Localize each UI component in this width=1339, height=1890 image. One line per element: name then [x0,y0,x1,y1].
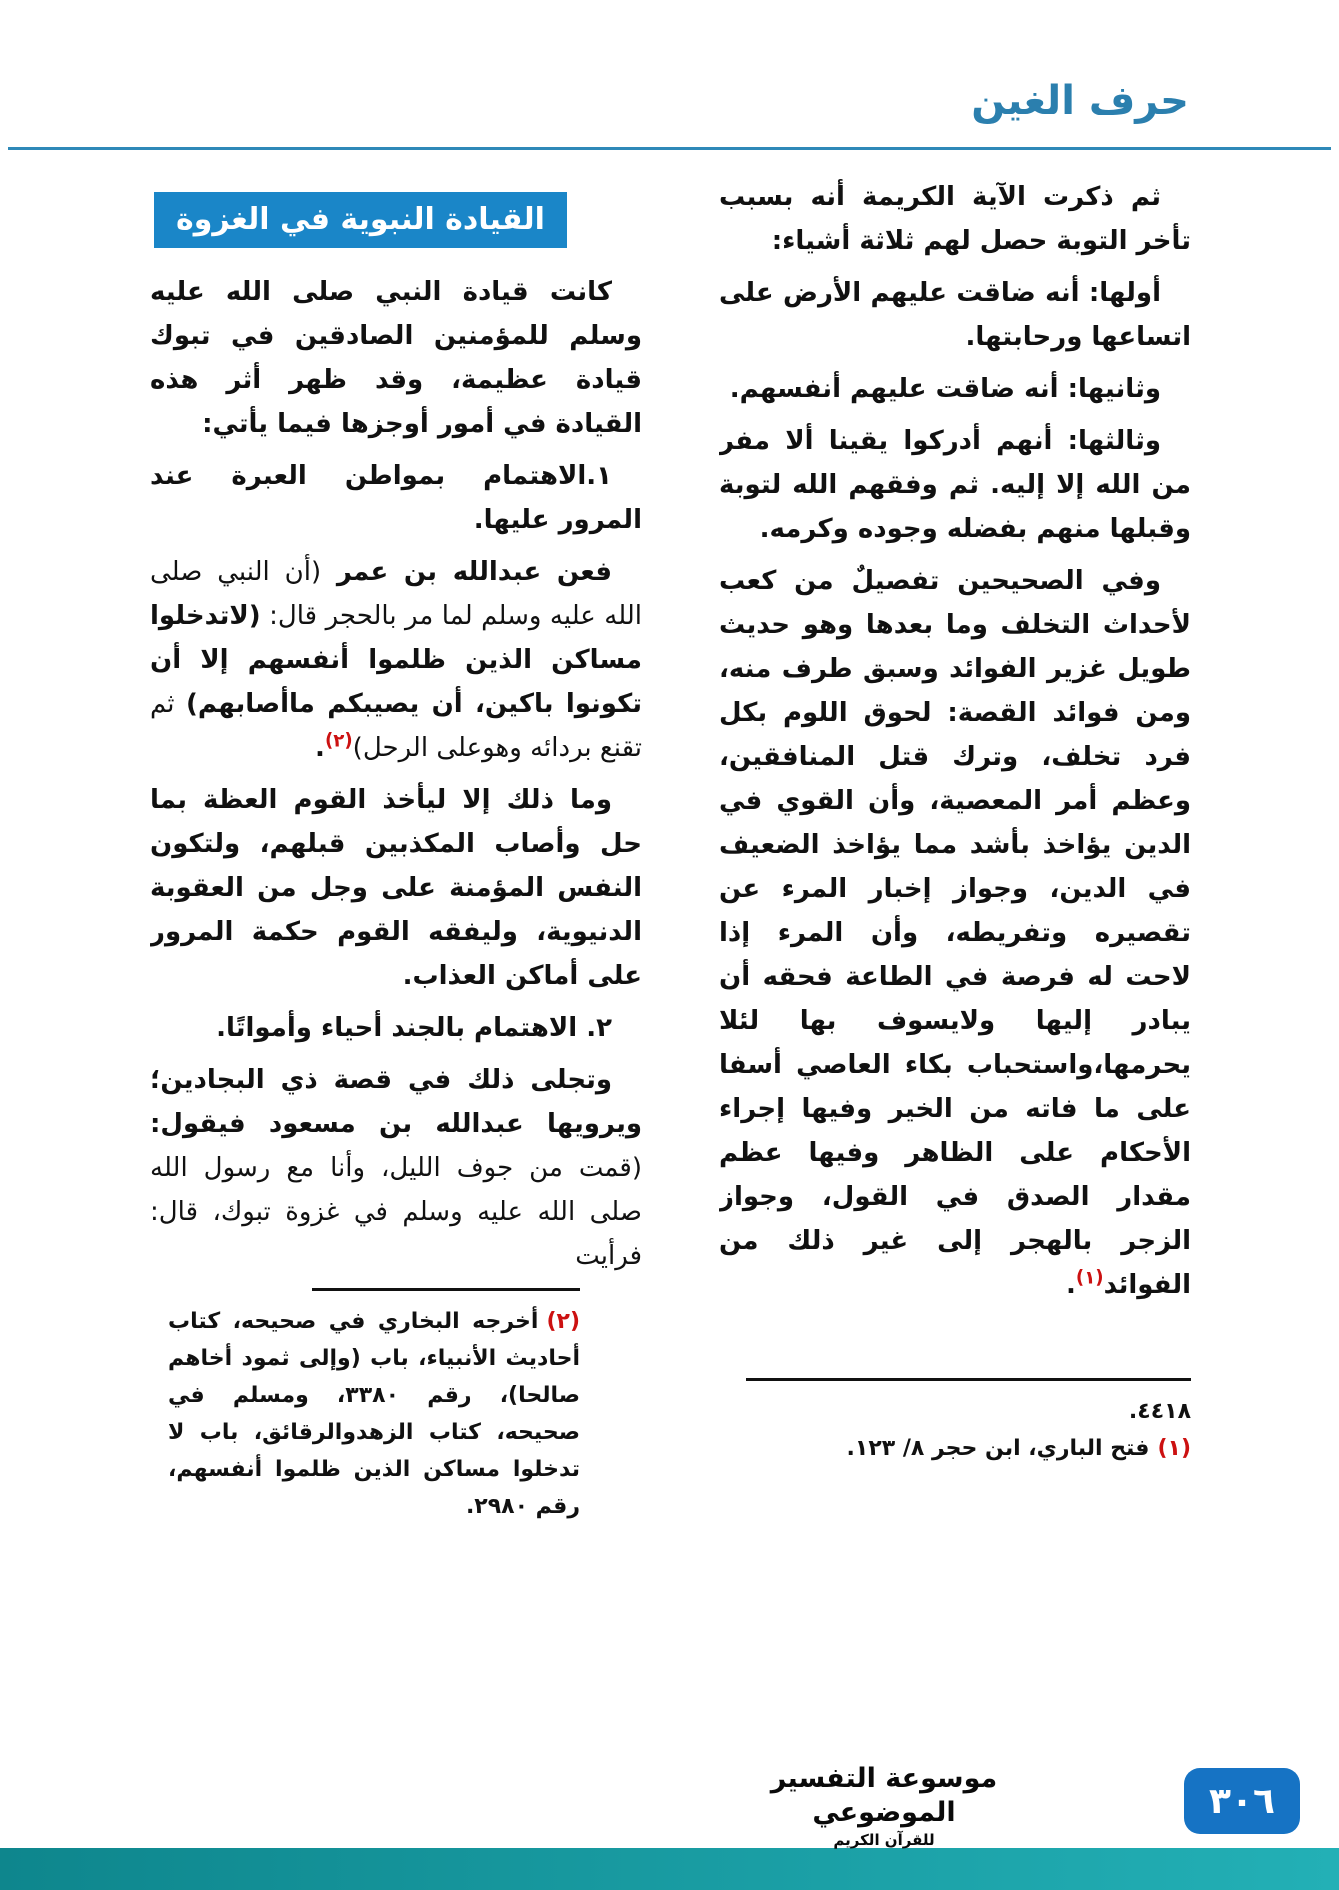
narration-quote: (قمت من جوف الليل، وأنا مع رسول الله صلى الله عليه وسلم في غزوة تبوك، قال: فرأيت [150,1153,642,1271]
footnote-ref: (٢) [324,730,353,752]
paragraph-lead: وثالثها: [1067,426,1161,456]
footnote-continuation: ٤٤١٨. [1128,1399,1191,1424]
paragraph-text: أنه ضاقت عليهم الأرض على اتساعها ورحابتها. [719,278,1191,352]
paragraph [150,1058,642,1277]
numbered-heading: ١.الاهتمام بمواطن العبرة عند المرور عليها. [150,461,642,535]
numbered-heading: ٢. الاهتمام بالجند أحياء وأمواتًا. [216,1013,612,1043]
page-number: ٣٠٦ [1209,1780,1275,1822]
paragraph-lead: وثانيها: [1067,374,1161,404]
paragraph-lead: أولها: [1088,278,1161,308]
paragraph [150,550,642,770]
paragraph [719,367,1191,411]
footnote-number: (١) [1157,1436,1191,1461]
chapter-title: القيادة النبوية في الغزوة [176,202,545,237]
footnote-text: فتح الباري، ابن حجر ٨/ ١٢٣. [846,1436,1150,1461]
footnote-ref: (١) [1075,1267,1104,1289]
paragraph-text: وفي الصحيحين تفصيلٌ من كعب لأحداث التخلف وما بعدها وهو حديث طويل غزير الفوائد وسبق طرف منه، ومن فوائد القصة: لحوق اللوم بكل فرد تخلف، وترك قتل المنافقين، وعظم أمر المعصية، وأن القوي في الدين يؤاخذ بأشد مما يؤاخذ الضعيف في الدين، وجواز إخبار المرء عن تقصيره وتفريطه، وأن المرء إذا لاحت له فرصة في الطاعة فحقه أن يبادر إليها ولايسوف بها لئلا يحرمها،واستحباب بكاء العاصي أسفا على ما فاته من الخير وفيها إجراء الأحكام على الظاهر وفيها عظم مقدار الصدق في القول، وجواز الزجر بالهجر إلى غير ذلك من الفوائد [719,566,1191,1300]
hadith-quote: (لاتدخلوا مساكن الذين ظلموا أنفسهم إلا أن تكونوا باكين، أن يصيبكم ماأصابهم) [150,601,642,719]
paragraph-lead: وتجلى ذلك في قصة ذي البجادين؛ ويرويها عبدالله بن مسعود فيقول: [150,1065,642,1139]
paragraph [719,559,1191,1307]
publisher-seal-subtitle: للقرآن الكريم [833,1831,935,1849]
paragraph-text: . [1065,1270,1076,1300]
left-column [150,192,642,1277]
footnote-block-left [150,1288,580,1525]
page-number-badge [1184,1768,1300,1834]
publisher-seal-title: موسوعة التفسير الموضوعي [770,1763,998,1828]
footnote-separator [746,1378,1191,1381]
footnote [150,1303,580,1525]
paragraph: كانت قيادة النبي صلى الله عليه وسلم للمؤمنين الصادقين في تبوك قيادة عظيمة، وقد ظهر أثر هذه القيادة في أمور أوجزها فيما يأتي: [150,277,642,439]
paragraph [719,271,1191,359]
chapter-title-box [154,192,567,248]
footer-band [0,1848,1339,1890]
footnote-separator [312,1288,580,1291]
paragraph: ثم ذكرت الآية الكريمة أنه بسبب تأخر التوبة حصل لهم ثلاثة أشياء: [719,182,1191,256]
header-rule [8,147,1331,150]
paragraph [719,419,1191,551]
narration-chain: (أن النبي صلى الله عليه وسلم لما مر بالحجر قال: [150,557,642,631]
paragraph-lead: فعن عبدالله بن عمر [321,557,612,587]
right-column [719,175,1191,1370]
paragraph-text: أنهم أدركوا يقينا ألا مفر من الله إلا إليه. ثم وفقهم الله لتوبة وقبلها منهم بفضله وجوده وكرمه. [719,426,1191,544]
paragraph-text: أنه ضاقت عليهم أنفسهم. [729,374,1068,404]
footnote-block-right [746,1378,1191,1467]
footnote-text: أخرجه البخاري في صحيحه، كتاب أحاديث الأنبياء، باب (وإلى ثمود أخاهم صالحا)، رقم ٣٣٨٠، ومسلم في صحيحه، كتاب الزهدوالرقائق، باب لا تدخلوا مساكن الذين ظلموا أنفسهم، رقم ٢٩٨٠. [168,1309,580,1519]
paragraph-text: . [315,733,325,763]
section-title: حرف الغين [971,78,1189,124]
footnote [746,1430,1191,1467]
narration-tail: ثم تقنع بردائه وهوعلى الرحل) [150,689,642,763]
footnote-number: (٢) [546,1309,580,1334]
publisher-seal [749,1762,1019,1850]
paragraph: وما ذلك إلا ليأخذ القوم العظة بما حل وأصاب المكذبين قبلهم، ولتكون النفس المؤمنة على وجل من العقوبة الدنيوية، وليفقه القوم حكمة المرور على أماكن العذاب. [150,785,642,991]
